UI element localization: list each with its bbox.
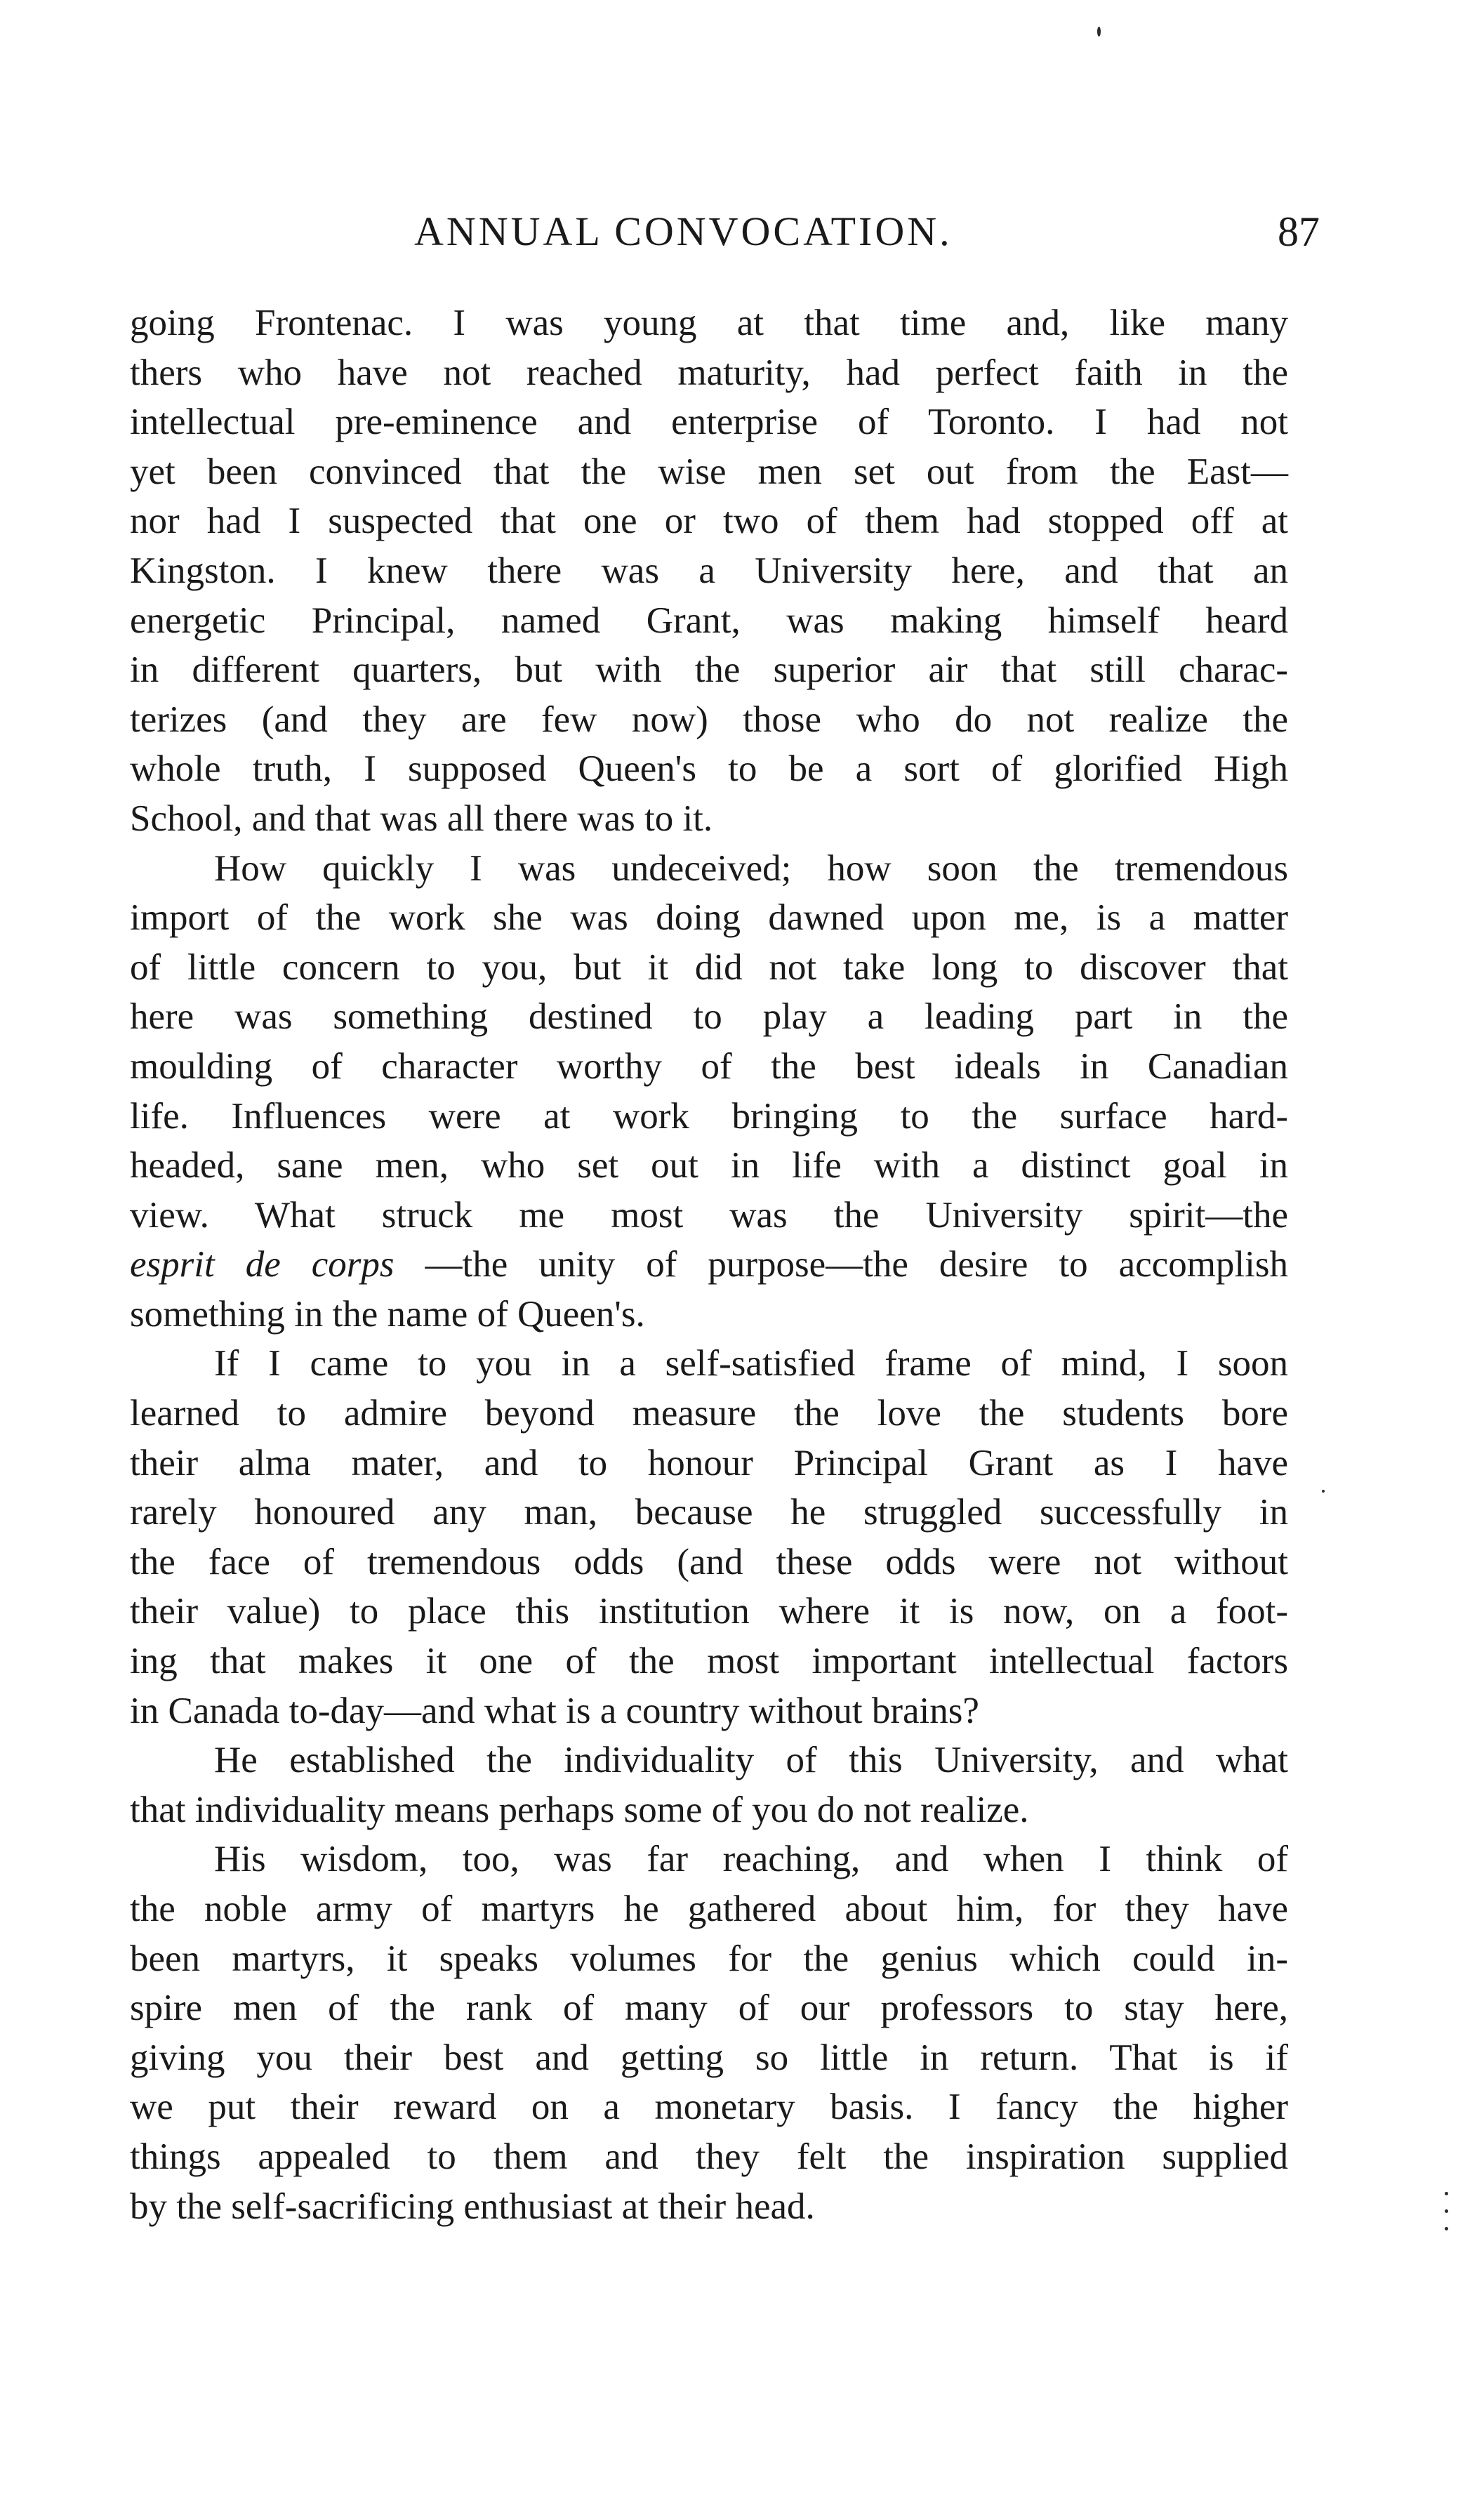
text-line: been martyrs, it speaks volumes for the genius which could in- xyxy=(130,1938,1288,1979)
paragraph-5 xyxy=(130,1834,1288,2231)
text-line: energetic Principal, named Grant, was making himself heard xyxy=(130,600,1288,641)
text-line: terizes (and they are few now) those who do not realize the xyxy=(130,699,1288,740)
text-line-esprit: esprit de corps —the unity of purpose—the desire to accomplish xyxy=(130,1244,1288,1285)
text-line: by the self-sacrificing enthusiast at their head. xyxy=(130,2186,815,2227)
text-line: that individuality means perhaps some of you do not realize. xyxy=(130,1789,1029,1830)
text-line: yet been convinced that the wise men set out from the East— xyxy=(130,451,1288,492)
text-line: intellectual pre-eminence and enterprise of Toronto. I had not xyxy=(130,402,1288,443)
text-line: something in the name of Queen's. xyxy=(130,1293,645,1335)
text-line: ing that makes it one of the most important intellectual factors xyxy=(130,1641,1288,1682)
text-line: in different quarters, but with the superior air that still charac- xyxy=(130,649,1288,691)
text-line: giving you their best and getting so little in return. That is if xyxy=(130,2037,1288,2078)
scan-speck xyxy=(1097,27,1101,37)
running-title: ANNUAL CONVOCATION. xyxy=(414,209,953,254)
text-line: Kingston. I knew there was a University here, and that an xyxy=(130,550,1288,591)
text-line: How quickly I was undeceived; how soon the tremendous xyxy=(214,847,1288,889)
text-line: life. Influences were at work bringing to the surface hard- xyxy=(130,1095,1288,1137)
text-line: School, and that was all there was to it. xyxy=(130,798,713,839)
text-line: their alma mater, and to honour Principal Grant as I have xyxy=(130,1442,1288,1483)
scan-speck xyxy=(1445,2192,1448,2195)
scan-speck xyxy=(1322,1490,1325,1493)
scan-speck xyxy=(1445,2209,1448,2213)
paragraph-4 xyxy=(130,1735,1288,1834)
text-line: whole truth, I supposed Queen's to be a sort of glorified High xyxy=(130,748,1288,790)
text-line: headed, sane men, who set out in life with a distinct goal in xyxy=(130,1145,1288,1186)
paragraph-1 xyxy=(130,298,1288,844)
page-number: 87 xyxy=(1278,209,1320,255)
text-line: the face of tremendous odds (and these odds were not without xyxy=(130,1541,1288,1582)
text-line: view. What struck me most was the University spirit—the xyxy=(130,1194,1288,1236)
text-line: spire men of the rank of many of our professors to stay here, xyxy=(130,1988,1288,2029)
text-line: here was something destined to play a leading part in the xyxy=(130,996,1288,1038)
running-header xyxy=(133,204,1327,260)
body-text xyxy=(130,298,1288,2231)
text-line: learned to admire beyond measure the love the students bore xyxy=(130,1393,1288,1434)
text-line: If I came to you in a self-satisfied frame of mind, I soon xyxy=(214,1343,1288,1384)
text-line: He established the individuality of this University, and what xyxy=(214,1740,1288,1781)
text-line: moulding of character worthy of the best ideals in Canadian xyxy=(130,1045,1288,1087)
text-line: import of the work she was doing dawned upon me, is a matter xyxy=(130,897,1288,939)
text-line: of little concern to you, but it did not take long to discover that xyxy=(130,946,1288,988)
scan-speck xyxy=(1445,2227,1448,2230)
italic-phrase: esprit de corps xyxy=(130,1244,395,1285)
text-line: His wisdom, too, was far reaching, and when I think of xyxy=(214,1839,1288,1880)
text-line: we put their reward on a monetary basis. I fancy the higher xyxy=(130,2087,1288,2128)
text-line: the noble army of martyrs he gathered about him, for they have xyxy=(130,1889,1288,1929)
paragraph-3 xyxy=(130,1339,1288,1735)
text-line: nor had I suspected that one or two of them had stopped off at xyxy=(130,501,1288,542)
text-line: their value) to place this institution where it is now, on a foot- xyxy=(130,1591,1288,1632)
text-line: in Canada to-day—and what is a country without brains? xyxy=(130,1690,979,1731)
text-line: going Frontenac. I was young at that time and, like many xyxy=(130,303,1288,343)
text-line: things appealed to them and they felt the inspiration supplied xyxy=(130,2136,1288,2177)
text-line: thers who have not reached maturity, had perfect faith in the xyxy=(130,352,1288,393)
paragraph-2 xyxy=(130,844,1288,1340)
text-line: rarely honoured any man, because he struggled successfully in xyxy=(130,1492,1288,1533)
